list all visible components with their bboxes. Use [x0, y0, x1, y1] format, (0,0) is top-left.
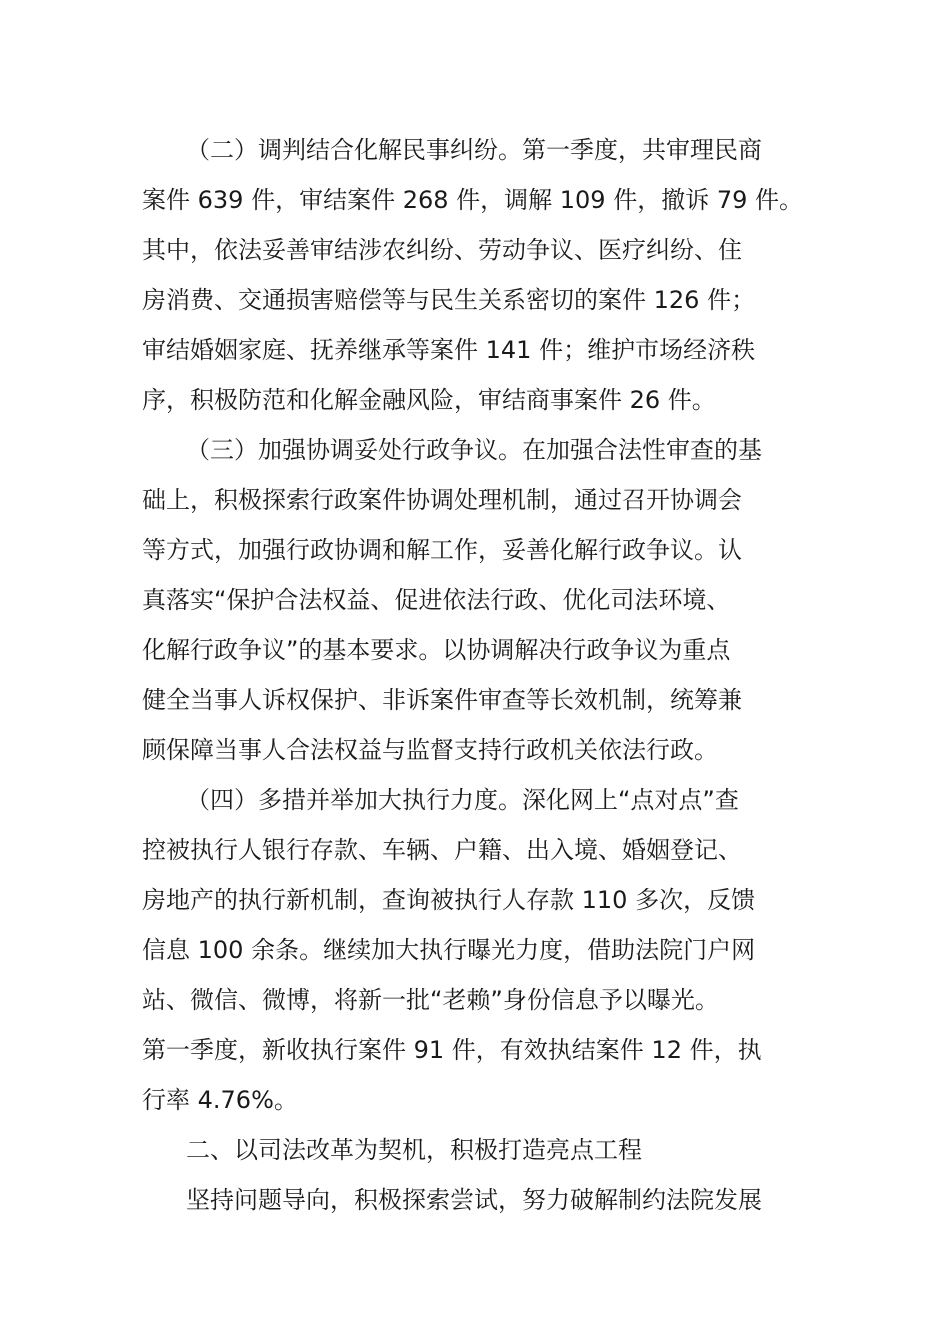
text-line: 真落实“保护合法权益、促进依法行政、优化司法环境、: [142, 586, 731, 614]
text-line: 健全当事人诉权保护、非诉案件审查等长效机制，统筹兼: [142, 686, 742, 714]
text-line: 础上，积极探索行政案件协调处理机制，通过召开协调会: [142, 486, 742, 514]
text-line: 房地产的执行新机制，查询被执行人存款 110 多次，反馈: [142, 886, 756, 914]
text-line: 等方式，加强行政协调和解工作，妥善化解行政争议。认: [142, 536, 742, 564]
section-2-heading: 二、以司法改革为契机，积极打造亮点工程: [186, 1136, 642, 1164]
text-line: 序，积极防范和化解金融风险，审结商事案件 26 件。: [142, 386, 716, 414]
text-line: 房消费、交通损害赔偿等与民生关系密切的案件 126 件；: [142, 286, 756, 314]
paragraph-4-heading-line: （四）多措并举加大执行力度。深化网上“点对点”查: [186, 786, 739, 814]
text-line: 信息 100 余条。继续加大执行曝光力度，借助法院门户网: [142, 936, 756, 964]
text-line: 控被执行人银行存款、车辆、户籍、出入境、婚姻登记、: [142, 836, 742, 864]
text-line: 站、微信、微博，将新一批“老赖”身份信息予以曝光。: [142, 986, 719, 1014]
text-line: 坚持问题导向，积极探索尝试，努力破解制约法院发展: [186, 1186, 762, 1214]
text-line: 顾保障当事人合法权益与监督支持行政机关依法行政。: [142, 736, 718, 764]
text-line: 化解行政争议”的基本要求。以协调解决行政争议为重点: [142, 636, 731, 664]
paragraph-2-heading-line: （二）调判结合化解民事纠纷。第一季度，共审理民商: [186, 136, 762, 164]
text-line: 行率 4.76%。: [142, 1086, 298, 1114]
text-line: 第一季度，新收执行案件 91 件，有效执结案件 12 件，执: [142, 1036, 762, 1064]
text-line: 案件 639 件，审结案件 268 件，调解 109 件，撤诉 79 件。: [142, 186, 803, 214]
paragraph-3-heading-line: （三）加强协调妥处行政争议。在加强合法性审查的基: [186, 436, 762, 464]
text-line: 其中，依法妥善审结涉农纠纷、劳动争议、医疗纠纷、住: [142, 236, 742, 264]
text-line: 审结婚姻家庭、抚养继承等案件 141 件；维护市场经济秩: [142, 336, 756, 364]
